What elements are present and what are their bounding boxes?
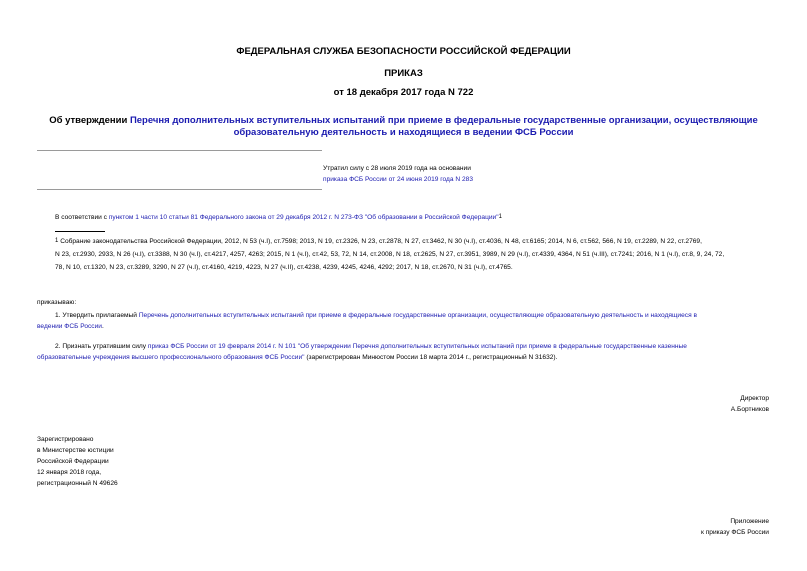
document-title [0,115,807,127]
preamble [55,212,502,223]
title-prefix: Об утверждении [49,115,128,126]
appendix-line-1: Приложение [730,518,769,525]
registration-line-5: регистрационный N 49626 [37,480,118,487]
divider-bottom [37,189,322,190]
order-item-2-link-cont[interactable]: образовательные учреждения высшего профессионального образования ФСБ России" [37,354,305,361]
appendix-line-2: к приказу ФСБ России [700,529,769,536]
footnote-line-3: 78, N 10, ст.1320, N 23, ст.3289, 3290, N 27 (ч.I), ст.4160, 4219, 4223, N 27 (ч.II), ст.4238, 4239, 4245, 4246, 4292; 2017, N 18, ст.2670, N 31 (ч.I), ст.4765. [55,264,513,271]
signatory-name: А.Бортников [730,406,769,413]
doc-type-heading: ПРИКАЗ [384,68,423,79]
order-item-2: 2. Признать утратившим силу приказ ФСБ России от 19 февраля 2014 г. N 101 "Об утверждении Перечня дополнительных вступительных испытаний при приеме в федеральные государственные казенные [55,343,687,350]
footnote-line-2: N 23, ст.2930, 2933, N 26 (ч.I), ст.3388, N 30 (ч.I), ст.4217, 4257, 4263; 2015, N 1 (ч.I), ст.42, 53, 72, N 14, ст.2008, N 18, ст.2625, N 27, ст.3951, 3989, N 29 (ч.I), ст.4339, 4364, N 51 (ч.III), ст.7241; 2016, N 1 (ч.I), ст.8, 9, 24, 72, [55,251,725,258]
registration-line-1: Зарегистрировано [37,436,94,443]
order-verb: приказываю: [37,299,77,306]
title-link-continued[interactable]: образовательную деятельность и находящиеся в ведении ФСБ России [233,127,574,138]
order-item-1-cont: ведении ФСБ России. [37,323,104,330]
preamble-law-link[interactable]: пунктом 1 части 10 статьи 81 Федерального закона от 29 декабря 2012 г. N 273-ФЗ "Об образовании в Российской Федерации" [108,214,499,221]
footnote-mark: 1 [55,238,59,244]
registration-line-4: 12 января 2018 года, [37,469,102,476]
divider-top [37,150,322,151]
agency-heading: ФЕДЕРАЛЬНАЯ СЛУЖБА БЕЗОПАСНОСТИ РОССИЙСКОЙ ФЕДЕРАЦИИ [236,46,571,57]
title-link[interactable]: Перечня дополнительных вступительных испытаний при приеме в федеральные государственные организации, осуществляющие [129,115,758,126]
order-item-1-link[interactable]: Перечень дополнительных вступительных испытаний при приеме в федеральные государственные организации, осуществляющие образовательную деятельность и находящиеся в [138,312,697,319]
order-item-1-link-cont[interactable]: ведении ФСБ России [37,323,102,330]
order-item-2-link[interactable]: приказ ФСБ России от 19 февраля 2014 г. N 101 "Об утверждении Перечня дополнительных вступительных испытаний при приеме в федеральные государственные казенные [147,343,687,350]
expiry-note: Утратил силу с 28 июля 2019 года на основании [323,165,471,172]
registration-line-3: Российской Федерации [37,458,109,465]
footnote-divider [55,231,105,232]
footnote-ref[interactable]: 1 [498,214,502,220]
preamble-prefix: В соответствии с [55,214,107,221]
expiry-link[interactable]: приказа ФСБ России от 24 июня 2019 года N 283 [323,176,474,183]
order-item-1: 1. Утвердить прилагаемый Перечень дополнительных вступительных испытаний при приеме в федеральные государственные организации, осуществляющие образовательную деятельность и находящиеся в [55,312,697,319]
order-item-2-cont: образовательные учреждения высшего профессионального образования ФСБ России" (зарегистрирован Минюстом России 18 марта 2014 г., регистрационный N 31632). [37,354,558,361]
doc-date-heading: от 18 декабря 2017 года N 722 [333,87,474,98]
registration-line-2: в Министерстве юстиции [37,447,114,454]
footnote-line-1: 1 Собрание законодательства Российской Федерации, 2012, N 53 (ч.I), ст.7598; 2013, N 19, ст.2326, N 23, ст.2878, N 27, ст.3462, N 30 (ч.I), ст.4036, N 48, ст.6165; 2014, N 6, ст.562, 566, N 19, ст.2289, N 22, ст.2769, [55,238,702,245]
signatory-position: Директор [740,395,769,402]
